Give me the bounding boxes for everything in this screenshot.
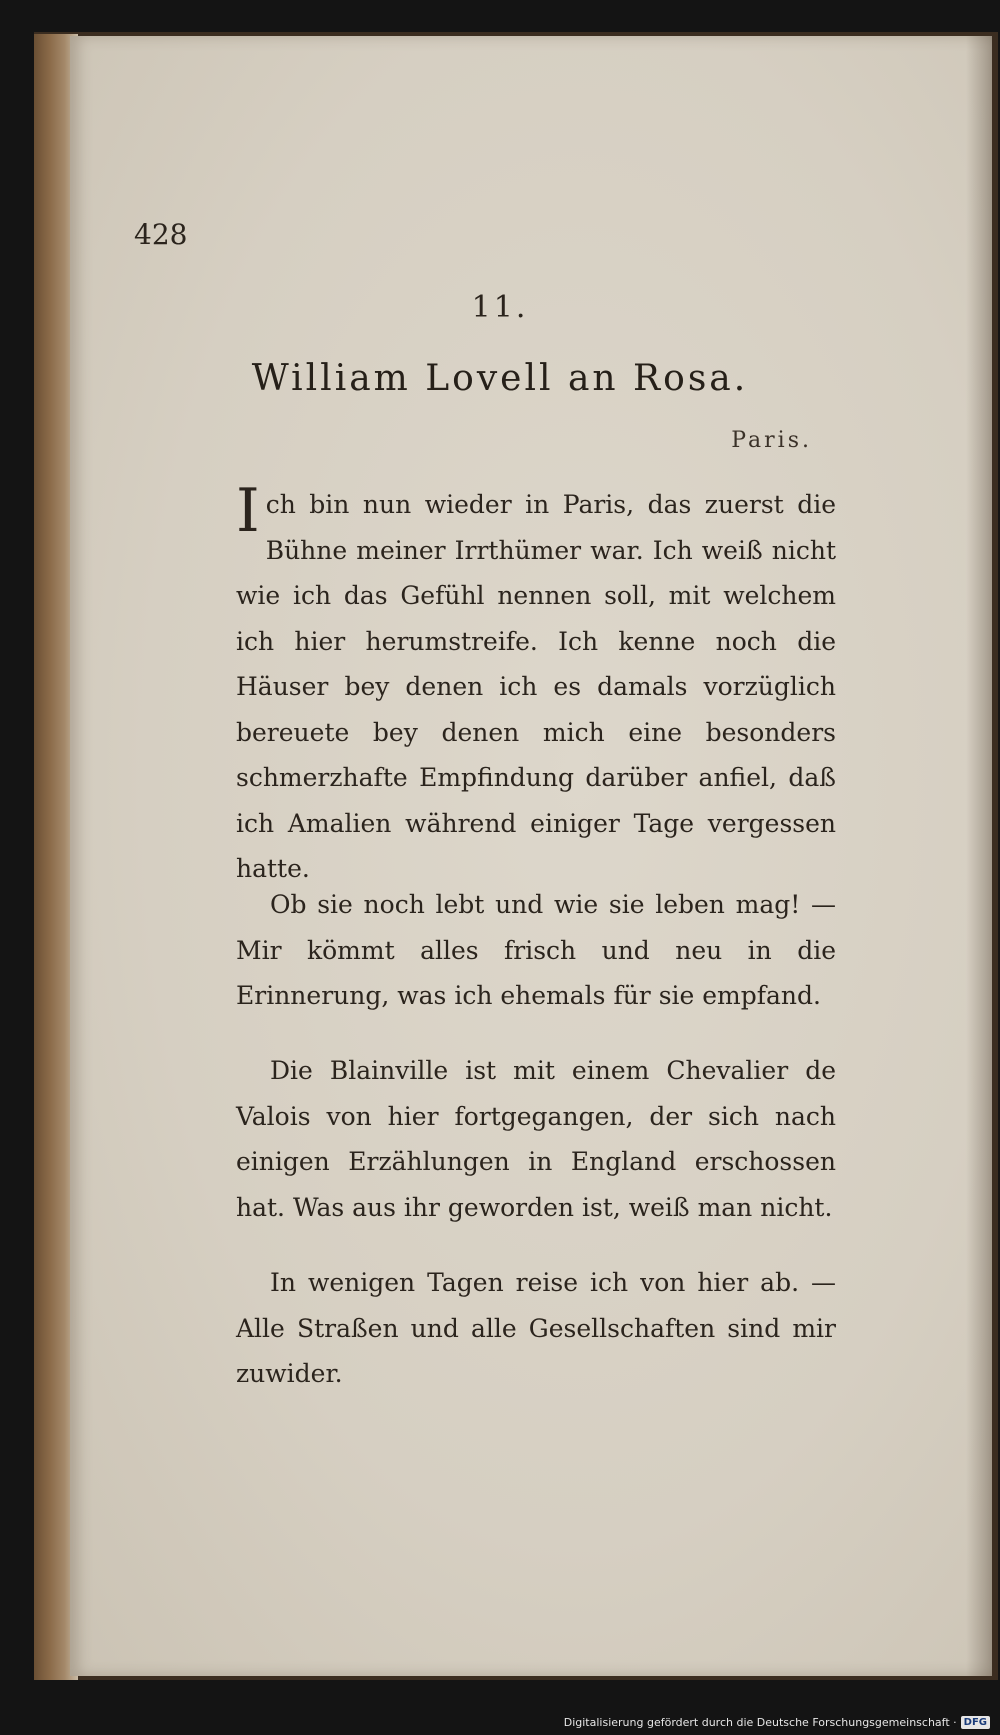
letter-title: William Lovell an Rosa. [251, 358, 749, 399]
paragraph-3: Die Blainville ist mit einem Chevalier de Valois von hier fortgegangen, der sich nach einigen Erzählungen in England erschossen hat. Was aus ihr geworden ist, weiß man nicht. [236, 1056, 836, 1222]
dfg-logo-icon: DFG [961, 1716, 990, 1729]
paragraph-4: In wenigen Tagen reise ich von hier ab. — Alle Straßen und alle Gesellschaften sind mir zuwider. [236, 1268, 836, 1388]
page-shadow [966, 36, 992, 1676]
paragraph-text: ch bin nun wieder in Paris, das zuerst die Bühne meiner Irrthümer war. Ich weiß nicht wie ich das Gefühl nennen soll, mit welchem ich hier herumstreife. Ich kenne noch die Häuser bey denen ich es damals vorzüglich bereuete bey denen mich eine besonders schmerzhafte Empfindung darüber anfiel, daß ich Amalien während einiger Tage vergessen hatte. [236, 490, 836, 883]
paragraph-1 [236, 476, 836, 892]
chapter-number: 11. [471, 290, 529, 325]
page-number: 428 [134, 218, 188, 251]
digitization-credit [564, 1716, 990, 1729]
letter-place: Paris. [731, 428, 812, 453]
paragraph-2: Ob sie noch lebt und wie sie leben mag! — Mir kömmt alles frisch und neu in die Erinnerung, was ich ehemals für sie empfand. [236, 890, 836, 1010]
drop-cap: I [236, 476, 260, 546]
credit-text: Digitalisierung gefördert durch die Deutsche Forschungsgemeinschaft · [563, 1716, 957, 1729]
